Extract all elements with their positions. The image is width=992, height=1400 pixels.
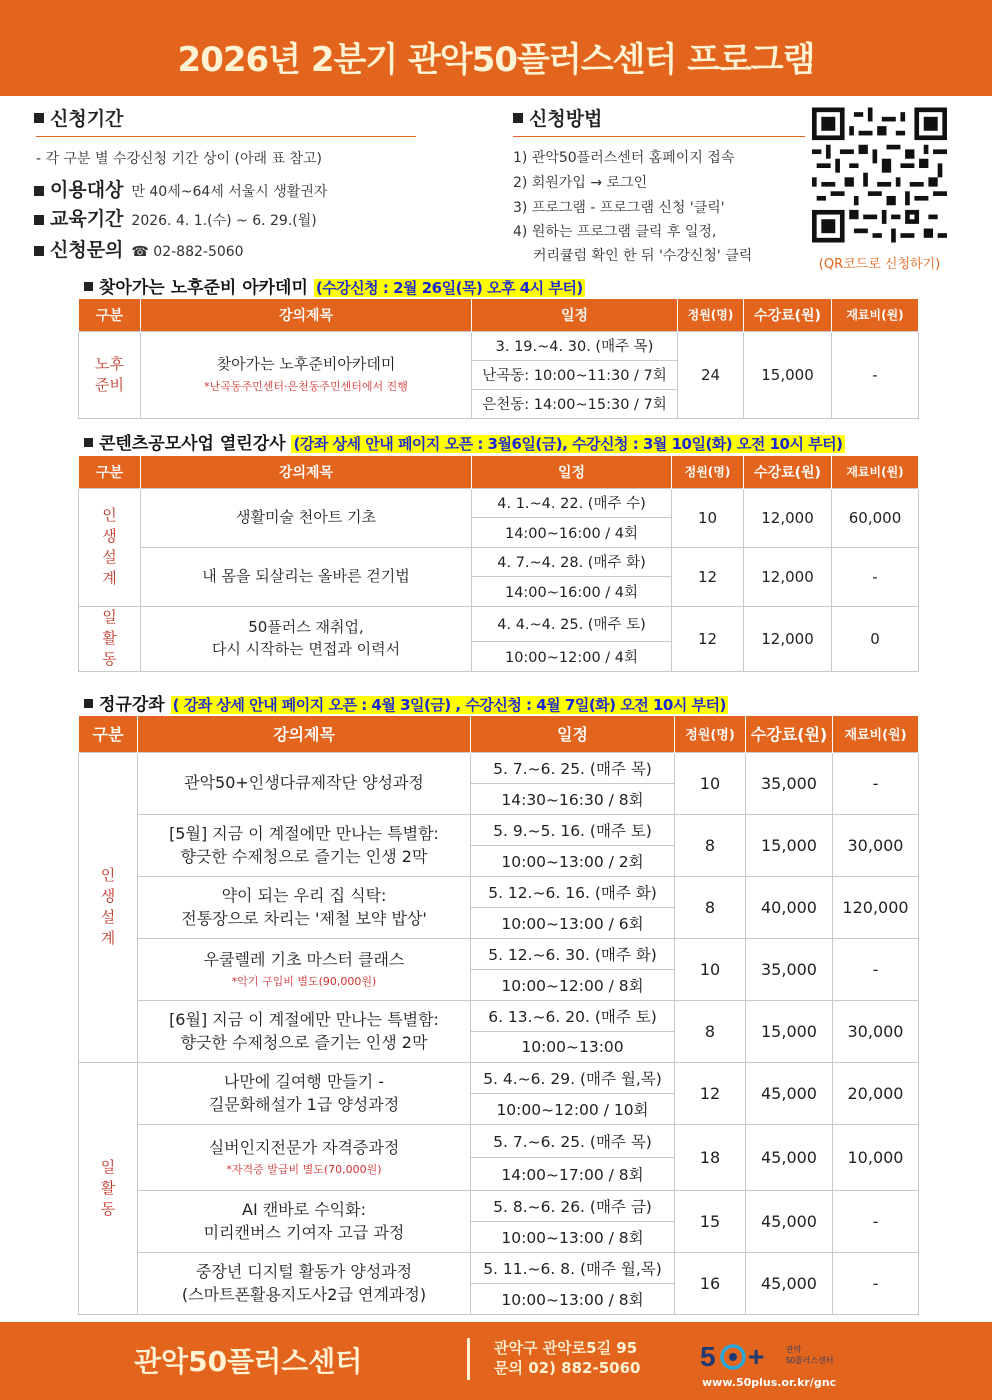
table-row	[79, 547, 919, 576]
schedule-cell: 5. 12.~6. 16. (매주 화)	[471, 876, 675, 907]
schedule-cell: 5. 9.~5. 16. (매주 토)	[471, 814, 675, 845]
apply-method-heading-label: 신청방법	[529, 108, 603, 130]
header-bar	[0, 0, 992, 96]
course-title-cell	[138, 752, 471, 814]
schedule-cell: 14:00~16:00 / 4회	[472, 517, 672, 547]
material-cell: 60,000	[832, 488, 919, 547]
fee-cell: 35,000	[746, 752, 833, 814]
schedule-cell: 10:00~12:00 / 8회	[471, 969, 675, 1000]
schedule-cell: 은천동: 14:00~15:30 / 7회	[472, 389, 678, 418]
fee-cell: 45,000	[746, 1062, 833, 1124]
table-row	[79, 488, 919, 517]
table-row	[79, 331, 919, 360]
course-title: 약이 되는 우리 집 식탁: 전통장으로 차리는 '제철 보약 밥상'	[181, 885, 427, 928]
schedule-cell: 5. 11.~6. 8. (매주 월,목)	[471, 1252, 675, 1283]
material-cell: -	[833, 938, 919, 1000]
table-row	[79, 1124, 919, 1157]
course-title-cell	[141, 331, 472, 418]
schedule-cell: 5. 8.~6. 26. (매주 금)	[471, 1190, 675, 1221]
section3-title	[84, 690, 728, 715]
course-title: 우쿨렐레 기초 마스터 클래스	[203, 949, 405, 969]
course-note: *악기 구입비 별도(90,000원)	[231, 975, 377, 989]
course-title-cell	[141, 488, 472, 547]
bullet-square-icon	[84, 699, 93, 708]
section2-title-label: 콘텐츠공모사업 열린강사	[99, 434, 286, 454]
bullet-square-icon	[84, 438, 93, 447]
capacity-cell: 8	[675, 814, 746, 876]
apply-step-3: 3) 프로그램 - 프로그램 신청 '클릭'	[513, 200, 725, 216]
capacity-cell: 15	[675, 1190, 746, 1252]
col-capacity: 정원(명)	[678, 299, 744, 331]
capacity-cell: 12	[675, 1062, 746, 1124]
fee-cell: 45,000	[746, 1124, 833, 1190]
course-title: 50플러스 재취업, 다시 시작하는 면접과 이력서	[211, 617, 401, 658]
apply-period-heading	[34, 104, 123, 131]
col-fee: 수강료(원)	[744, 299, 832, 331]
capacity-cell: 12	[672, 547, 744, 606]
material-cell: -	[832, 331, 919, 418]
course-title-cell	[141, 547, 472, 606]
course-title: 내 몸을 되살리는 올바른 걷기법	[202, 566, 410, 585]
table-row	[79, 752, 919, 783]
footer-address: 관악구 관악로5길 95	[494, 1339, 638, 1357]
bullet-square-icon	[84, 282, 93, 291]
apply-step-2: 2) 회원가입 → 로그인	[513, 175, 648, 191]
col-category: 구분	[79, 299, 141, 331]
course-title: 중장년 디지털 활동가 양성과정 (스마트폰활용지도사2급 연계과정)	[181, 1261, 427, 1304]
section1-title	[84, 273, 585, 298]
qr-code-icon[interactable]	[812, 105, 947, 245]
svg-text:50플러스센터: 50플러스센터	[786, 1356, 834, 1365]
schedule-cell: 3. 19.~4. 30. (매주 목)	[472, 331, 678, 360]
schedule-cell: 14:30~16:30 / 8회	[471, 783, 675, 814]
schedule-cell: 10:00~13:00 / 2회	[471, 845, 675, 876]
table-header-row	[79, 299, 919, 331]
capacity-cell: 10	[675, 938, 746, 1000]
schedule-cell: 난곡동: 10:00~11:30 / 7회	[472, 360, 678, 389]
table-row	[79, 814, 919, 845]
col-fee: 수강료(원)	[744, 456, 832, 488]
apply-step-1: 1) 관악50플러스센터 홈페이지 접속	[513, 150, 735, 166]
footer-divider	[467, 1338, 470, 1380]
category-cell: 노후 준비	[79, 331, 141, 418]
bullet-square-icon	[34, 113, 44, 123]
course-title-cell	[138, 1062, 471, 1124]
fee-cell: 45,000	[746, 1252, 833, 1314]
schedule-cell: 4. 7.~4. 28. (매주 화)	[472, 547, 672, 576]
course-title-cell	[138, 814, 471, 876]
category-cell: 일 활 동	[79, 1062, 138, 1314]
schedule-cell: 10:00~12:00 / 4회	[472, 641, 672, 671]
col-title: 강의제목	[138, 716, 471, 752]
schedule-cell: 14:00~16:00 / 4회	[472, 576, 672, 606]
table-row	[79, 1062, 919, 1093]
section2-table	[78, 456, 919, 672]
bullet-square-icon	[34, 246, 44, 256]
apply-method-heading	[513, 104, 602, 131]
apply-step-4: 4) 원하는 프로그램 클릭 후 일정,	[513, 224, 717, 240]
col-material: 재료비(원)	[832, 456, 919, 488]
footer-center-name: 관악50플러스센터	[134, 1345, 363, 1378]
course-title: 찾아가는 노후준비아카데미	[216, 355, 396, 374]
fee-cell: 12,000	[744, 606, 832, 671]
section1-highlight: (수강신청 : 2월 26일(목) 오후 4시 부터)	[315, 279, 583, 297]
col-material: 재료비(원)	[833, 716, 919, 752]
course-title-cell	[141, 606, 472, 671]
table-row	[79, 1000, 919, 1031]
schedule-cell: 10:00~13:00 / 8회	[471, 1221, 675, 1252]
fee-cell: 15,000	[746, 1000, 833, 1062]
bullet-square-icon	[34, 186, 44, 196]
fee-cell: 15,000	[744, 331, 832, 418]
col-capacity: 정원(명)	[675, 716, 746, 752]
material-cell: 30,000	[833, 814, 919, 876]
apply-period-heading-label: 신청기간	[50, 108, 124, 130]
col-schedule: 일정	[472, 299, 678, 331]
edu-period-row	[34, 204, 317, 231]
material-cell: -	[833, 1190, 919, 1252]
category-cell: 인 생 설 계	[79, 488, 141, 606]
col-schedule: 일정	[472, 456, 672, 488]
section3-highlight: ( 강좌 상세 안내 페이지 오픈 : 4월 3일(금) , 수강신청 : 4월 7일(화) 오전 10시 부터)	[172, 696, 726, 714]
schedule-cell: 5. 4.~6. 29. (매주 월,목)	[471, 1062, 675, 1093]
course-title: AI 캔바로 수익화: 미리캔버스 기여자 고급 과정	[203, 1199, 405, 1242]
course-title-cell	[138, 1190, 471, 1252]
material-cell: 30,000	[833, 1000, 919, 1062]
course-note: *자격증 발급비 별도(70,000원)	[226, 1163, 382, 1177]
fee-cell: 15,000	[746, 814, 833, 876]
schedule-cell: 10:00~13:00 / 8회	[471, 1283, 675, 1314]
course-title-cell	[138, 938, 471, 1000]
capacity-cell: 24	[678, 331, 744, 418]
col-title: 강의제목	[141, 456, 472, 488]
table-row	[79, 606, 919, 641]
section3-table	[78, 716, 919, 1315]
logo-mark	[700, 1338, 850, 1374]
edu-period-label: 교육기간	[50, 208, 124, 230]
capacity-cell: 10	[672, 488, 744, 547]
material-cell: 10,000	[833, 1124, 919, 1190]
col-schedule: 일정	[471, 716, 675, 752]
section1-title-label: 찾아가는 노후준비 아카데미	[99, 278, 308, 298]
material-cell: 120,000	[833, 876, 919, 938]
material-cell: 20,000	[833, 1062, 919, 1124]
course-title: 나만에 길여행 만들기 - 길문화해설가 1급 양성과정	[208, 1071, 400, 1114]
table-header-row	[79, 716, 919, 752]
schedule-cell: 10:00~13:00	[471, 1031, 675, 1062]
target-label: 이용대상	[50, 179, 124, 201]
section1-table	[78, 299, 919, 419]
category-cell: 인 생 설 계	[79, 752, 138, 1062]
apply-step-4-cont: 커리큘럼 확인 한 뒤 '수강신청' 클릭	[533, 248, 753, 264]
schedule-cell: 14:00~17:00 / 8회	[471, 1157, 675, 1190]
course-title-cell	[138, 1000, 471, 1062]
schedule-cell: 4. 4.~4. 25. (매주 토)	[472, 606, 672, 641]
svg-text:+: +	[748, 1341, 765, 1372]
col-capacity: 정원(명)	[672, 456, 744, 488]
schedule-cell: 4. 1.~4. 22. (매주 수)	[472, 488, 672, 517]
target-value: 만 40세~64세 서울시 생활권자	[131, 184, 328, 200]
course-title-cell	[138, 1124, 471, 1190]
inquiry-row	[34, 235, 244, 262]
capacity-cell: 8	[675, 1000, 746, 1062]
course-title-cell	[138, 1252, 471, 1314]
footer-phone: 문의 02) 882-5060	[494, 1359, 641, 1378]
material-cell: -	[833, 1252, 919, 1314]
table-row	[79, 938, 919, 969]
fee-cell: 45,000	[746, 1190, 833, 1252]
capacity-cell: 16	[675, 1252, 746, 1314]
course-title: 실버인지전문가 자격증과정	[208, 1137, 400, 1157]
table-row	[79, 876, 919, 907]
schedule-cell: 6. 13.~6. 20. (매주 토)	[471, 1000, 675, 1031]
fee-cell: 35,000	[746, 938, 833, 1000]
col-title: 강의제목	[141, 299, 472, 331]
schedule-cell: 5. 12.~6. 30. (매주 화)	[471, 938, 675, 969]
course-title: 생활미술 천아트 기초	[236, 507, 376, 526]
col-category: 구분	[79, 456, 141, 488]
divider	[36, 136, 416, 137]
edu-period-value: 2026. 4. 1.(수) ~ 6. 29.(월)	[131, 213, 317, 229]
course-title: [6월] 지금 이 계절에만 만나는 특별함: 향긋한 수제청으로 즐기는 인생 2막	[169, 1009, 439, 1052]
col-fee: 수강료(원)	[746, 716, 833, 752]
course-title-cell	[138, 876, 471, 938]
schedule-cell: 10:00~13:00 / 6회	[471, 907, 675, 938]
qr-caption: (QR코드로 신청하기)	[818, 257, 941, 272]
course-title: 관악50+인생다큐제작단 양성과정	[184, 773, 424, 793]
category-cell: 일 활 동	[79, 606, 141, 671]
section2-highlight: (강좌 상세 안내 페이지 오픈 : 3월6일(금), 수강신청 : 3월 10일(화) 오전 10시 부터)	[293, 435, 843, 453]
svg-text:5: 5	[700, 1341, 716, 1372]
target-row	[34, 175, 327, 202]
fee-cell: 12,000	[744, 488, 832, 547]
footer-url[interactable]: www.50plus.or.kr/gnc	[702, 1376, 837, 1389]
divider	[513, 136, 805, 137]
page-title: 2026년 2분기 관악50플러스센터 프로그램	[177, 40, 815, 80]
inquiry-label: 신청문의	[50, 239, 124, 261]
table-header-row	[79, 456, 919, 488]
fee-cell: 40,000	[746, 876, 833, 938]
material-cell: -	[832, 547, 919, 606]
section3-title-label: 정규강좌	[99, 695, 165, 715]
footer-contact	[494, 1338, 640, 1379]
capacity-cell: 12	[672, 606, 744, 671]
capacity-cell: 18	[675, 1124, 746, 1190]
section2-title	[84, 429, 845, 454]
inquiry-phone: ☎ 02-882-5060	[131, 244, 244, 260]
schedule-cell: 5. 7.~6. 25. (매주 목)	[471, 752, 675, 783]
apply-period-note: - 각 구분 별 수강신청 기간 상이 (아래 표 참고)	[36, 151, 322, 167]
col-material: 재료비(원)	[832, 299, 919, 331]
bullet-square-icon	[34, 215, 44, 225]
capacity-cell: 8	[675, 876, 746, 938]
schedule-cell: 5. 7.~6. 25. (매주 목)	[471, 1124, 675, 1157]
course-note: *난곡동주민센터·은천동주민센터에서 진행	[204, 379, 408, 393]
fee-cell: 12,000	[744, 547, 832, 606]
schedule-cell: 10:00~12:00 / 10회	[471, 1093, 675, 1124]
material-cell: -	[833, 752, 919, 814]
col-category: 구분	[79, 716, 138, 752]
center-logo-icon	[700, 1338, 850, 1378]
svg-text:관악: 관악	[786, 1345, 802, 1354]
table-row	[79, 1190, 919, 1221]
bullet-square-icon	[513, 113, 523, 123]
table-row	[79, 1252, 919, 1283]
material-cell: 0	[832, 606, 919, 671]
course-title: [5월] 지금 이 계절에만 만나는 특별함: 향긋한 수제청으로 즐기는 인생 2막	[169, 823, 439, 866]
capacity-cell: 10	[675, 752, 746, 814]
